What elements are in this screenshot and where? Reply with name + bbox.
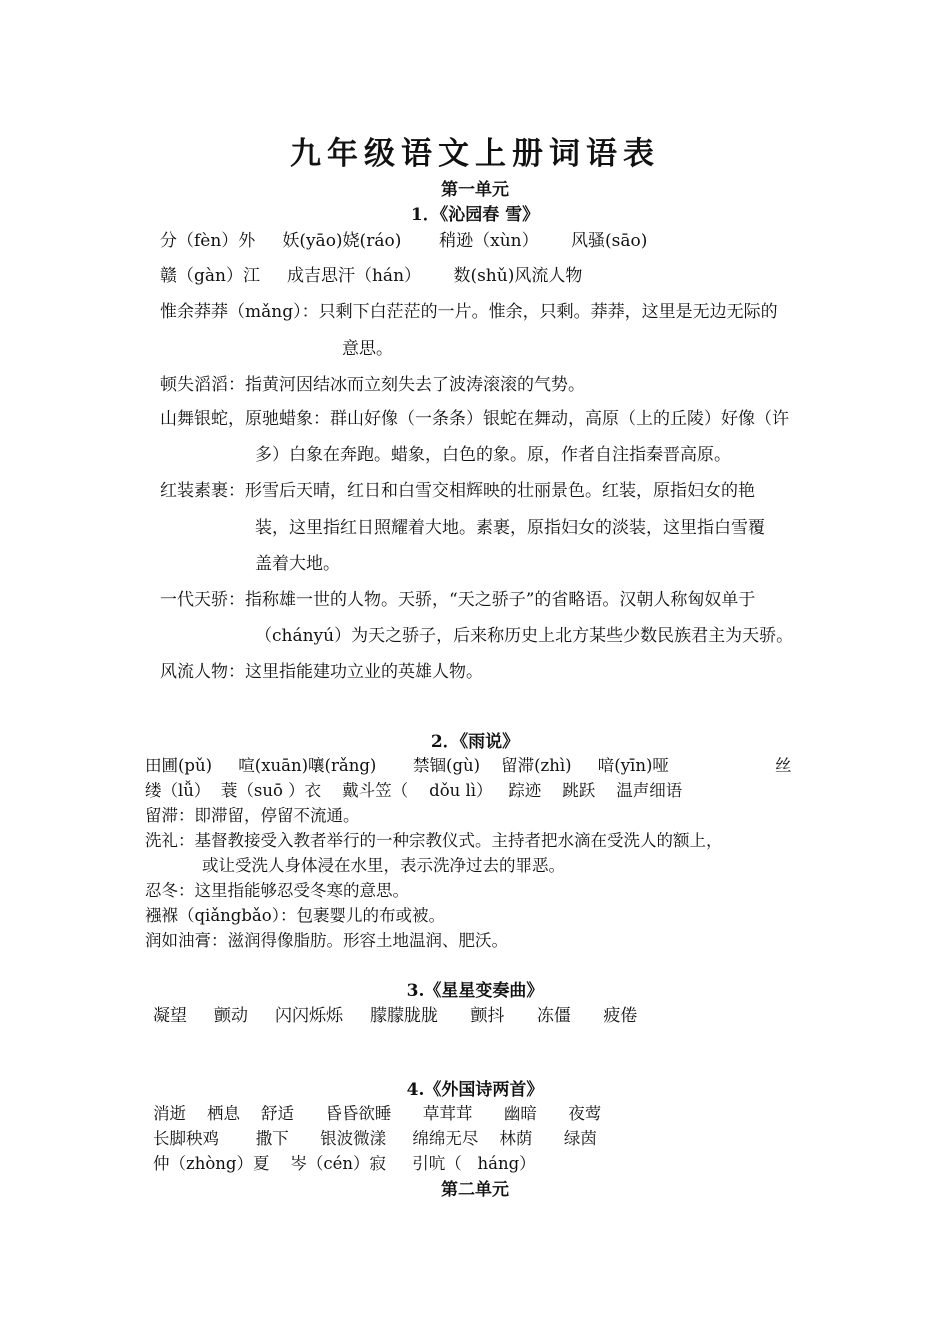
definition-line: 顿失滔滔：指黄河因结冰而立刻失去了波涛滚滚的气势。 xyxy=(160,375,585,395)
definition-line: （chányú）为天之骄子，后来称历史上北方某些少数民族君主为天骄。 xyxy=(255,626,794,646)
vocab-line: 缕（lǚ） 蓑（suō ）衣 戴斗笠（ dǒu lì） 踪迹 跳跃 温声细语 xyxy=(145,781,683,800)
section-heading: 4.《外国诗两首》 xyxy=(406,1080,544,1100)
section-heading: 1．《沁园春 雪》 xyxy=(410,205,540,225)
definition-line: 风流人物：这里指能建功立业的英雄人物。 xyxy=(160,662,483,682)
definition-line: 或让受洗人身体浸在水里，表示洗净过去的罪恶。 xyxy=(202,856,565,875)
vocab-line: 凝望 颤动 闪闪烁烁 朦朦胧胧 颤抖 冻僵 疲倦 xyxy=(153,1006,638,1026)
definition-line: 惟余莽莽（mǎng）：只剩下白茫茫的一片。惟余，只剩。莽莽，这里是无边无际的 xyxy=(160,302,778,322)
definition-line: 一代天骄：指称雄一世的人物。天骄，“天之骄子”的省略语。汉朝人称匈奴单于 xyxy=(160,590,756,610)
definition-line: 装，这里指红日照耀着大地。素裹，原指妇女的淡装，这里指白雪覆 xyxy=(255,518,765,538)
definition-line: 襁褓（qiǎngbǎo）：包裹婴儿的布或被。 xyxy=(145,906,445,925)
section-heading: 3.《星星变奏曲》 xyxy=(406,981,544,1001)
definition-line: 润如油膏：滋润得像脂肪。形容土地温润、肥沃。 xyxy=(145,931,508,950)
definition-line: 忍冬：这里指能够忍受冬寒的意思。 xyxy=(145,881,409,900)
vocab-line: 分（fèn）外 妖(yāo)娆(ráo) 稍逊（xùn） 风骚(sāo) xyxy=(160,231,648,251)
definition-line: 洗礼：基督教接受入教者举行的一种宗教仪式。主持者把水滴在受洗人的额上， xyxy=(145,831,723,850)
vocab-line: 丝 xyxy=(775,756,792,775)
vocab-line: 仲（zhòng）夏 岑（cén）寂 引吭（ háng） xyxy=(153,1154,536,1173)
page-title: 九年级语文上册词语表 xyxy=(290,136,660,172)
definition-line: 红装素裹：形雪后天晴，红日和白雪交相辉映的壮丽景色。红装，原指妇女的艳 xyxy=(160,481,755,501)
definition-line: 意思。 xyxy=(342,339,393,359)
vocab-line: 赣（gàn）江 成吉思汗（hán） 数(shǔ)风流人物 xyxy=(160,266,583,286)
definition-line: 留滞：即滞留，停留不流通。 xyxy=(145,806,360,825)
section-heading: 2．《雨说》 xyxy=(430,732,520,752)
vocab-line: 消逝 栖息 舒适 昏昏欲睡 草茸茸 幽暗 夜莺 xyxy=(153,1104,602,1123)
vocab-line: 长脚秧鸡 撒下 银波微漾 绵绵无尽 林荫 绿茵 xyxy=(153,1129,597,1148)
definition-line: 盖着大地。 xyxy=(255,554,340,574)
definition-line: 山舞银蛇，原驰蜡象：群山好像（一条条）银蛇在舞动，高原（上的丘陵）好像（许 xyxy=(160,409,789,429)
vocab-line: 田圃(pǔ) 喧(xuān)嚷(rǎng) 禁锢(gù) 留滞(zhì) 喑(yīn)哑 xyxy=(145,756,669,775)
unit-heading: 第二单元 xyxy=(441,1180,509,1200)
unit-heading: 第一单元 xyxy=(441,180,509,200)
definition-line: 多）白象在奔跑。蜡象，白色的象。原，作者自注指秦晋高原。 xyxy=(255,445,731,465)
